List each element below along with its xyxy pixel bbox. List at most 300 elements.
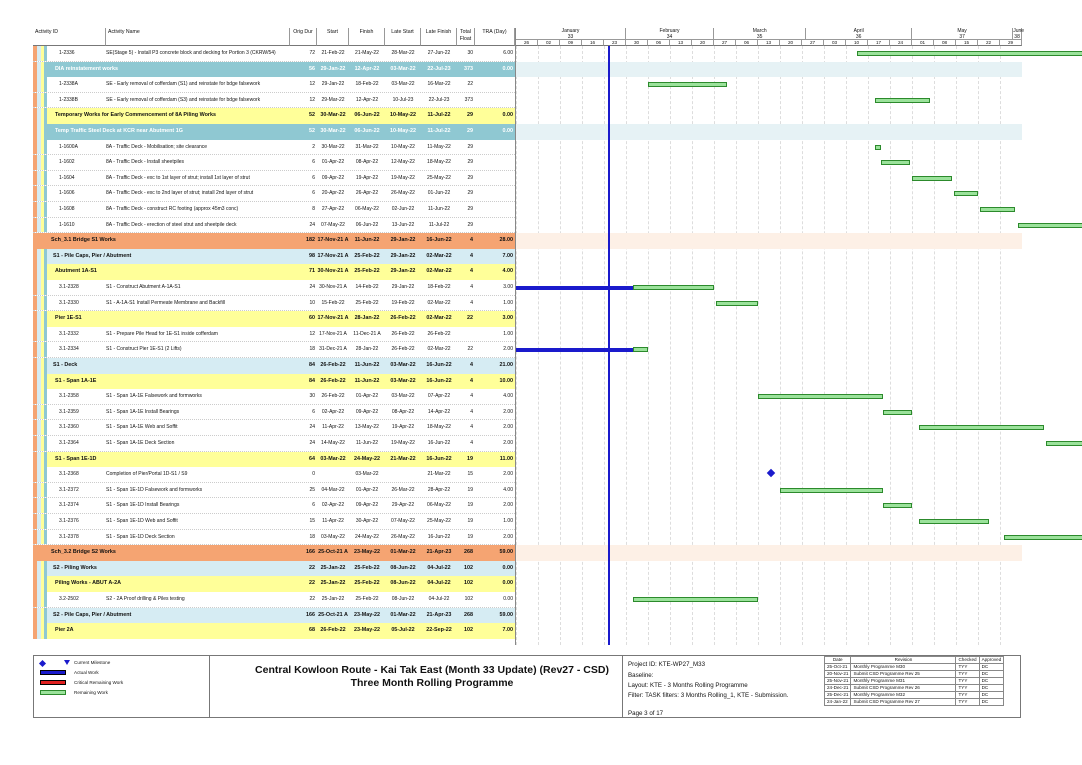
month-label (806, 28, 912, 40)
activity-row[interactable] (33, 467, 515, 483)
cell-late-finish: 16-Jun-22 (426, 455, 452, 462)
revision-cell: 24-Dec-21 (825, 685, 851, 692)
cell-late-start: 08-Jun-22 (391, 596, 415, 602)
cell-total-float: 29 (467, 159, 473, 166)
activity-row[interactable] (33, 140, 515, 156)
cell-late-start: 03-Mar-22 (391, 393, 415, 400)
gantt-group-band (516, 452, 1022, 468)
wbs-indent-band (33, 592, 47, 607)
activity-row[interactable] (33, 218, 515, 234)
cell-start: 03-Mar-22 (320, 455, 346, 462)
remaining-work-bar[interactable] (1046, 441, 1082, 446)
cell-activity-name: S1 - Span 1E-1D Falsework and formworks (106, 486, 203, 493)
cell-total-float: 29 (467, 112, 473, 119)
revision-cell: DC (979, 692, 1004, 699)
cell-tra: 2.00 (503, 346, 513, 353)
gantt-group-band (516, 608, 1022, 624)
wbs-group-row[interactable] (33, 374, 515, 390)
wbs-indent-band (33, 218, 47, 233)
actual-work-bar[interactable] (516, 348, 633, 352)
legend-remaining-label: Remaining Work (74, 690, 108, 695)
cell-late-start: 26-Feb-22 (391, 346, 415, 353)
wbs-indent-band (33, 452, 47, 468)
wbs-group-row[interactable] (33, 545, 515, 561)
wbs-indent-band (33, 264, 47, 280)
wbs-indent-band (33, 389, 47, 404)
cell-activity-name: S1 - A-1A-S1 Install Permeate Membrane and Backfill (106, 299, 225, 306)
gantt-group-band (516, 233, 1022, 249)
col-header-late-start[interactable]: Late Start (385, 28, 421, 46)
cell-tra: 0.00 (502, 128, 513, 134)
cell-late-finish: 16-Jun-22 (427, 533, 451, 540)
cell-start: 01-Apr-22 (321, 159, 345, 166)
cell-total-float: 373 (464, 65, 473, 72)
activity-row[interactable] (33, 186, 515, 202)
revision-cell: TYY (956, 678, 979, 685)
cell-total-float: 4 (470, 362, 473, 368)
cell-late-start: 13-Jun-22 (391, 221, 415, 228)
cell-activity-id: 3.1-2364 (59, 440, 79, 446)
cell-late-start: 03-Mar-22 (390, 65, 416, 72)
activity-row[interactable] (33, 498, 515, 514)
cell-orig-dur: 72 (309, 50, 315, 56)
milestone-marker[interactable] (767, 469, 775, 477)
remaining-work-bar[interactable] (857, 51, 1082, 56)
cell-finish: 06-Jun-22 (354, 112, 380, 119)
wbs-indent-band (33, 140, 47, 155)
cell-orig-dur: 12 (309, 330, 315, 337)
wbs-indent-band (33, 514, 47, 529)
cell-start: 07-May-22 (321, 221, 345, 228)
remaining-work-bar[interactable] (716, 301, 758, 306)
wbs-indent-band (33, 249, 47, 265)
cell-orig-dur: 166 (306, 549, 315, 556)
wbs-group-row[interactable] (33, 358, 515, 374)
activity-row[interactable] (33, 530, 515, 546)
cell-start: 25-Jan-22 (321, 596, 345, 602)
cell-wbs-name: Temporary Works for Early Commencement of 8A Piling Works (55, 112, 216, 119)
cell-activity-name: S1 - Span 1E-1D Web and Soffit (106, 518, 178, 524)
week-label: 06 (648, 40, 670, 46)
cell-start: 11-Apr-22 (322, 518, 344, 524)
activity-row[interactable] (33, 483, 515, 499)
cell-start: 17-Nov-21 A (317, 252, 349, 259)
cell-finish: 25-Feb-22 (355, 596, 379, 602)
cell-finish: 01-Apr-22 (355, 393, 379, 400)
wbs-group-row[interactable] (33, 608, 515, 624)
cell-late-start: 29-Jan-22 (391, 284, 415, 290)
week-label: 30 (626, 40, 648, 46)
wbs-indent-band (33, 171, 47, 186)
wbs-indent-band (33, 124, 47, 140)
activity-row[interactable] (33, 342, 515, 358)
cell-late-start: 28-Mar-22 (391, 50, 415, 56)
cell-total-float: 22 (467, 346, 473, 353)
cell-late-start: 29-Jan-22 (390, 252, 416, 259)
remaining-work-bar[interactable] (875, 145, 882, 150)
month-number: 33 (567, 34, 574, 40)
cell-activity-id: 1-1602 (59, 159, 75, 166)
cell-total-float: 19 (467, 502, 473, 509)
cell-finish: 11-Jun-22 (355, 440, 379, 446)
col-header-tra[interactable]: TRA (Day) (475, 28, 515, 46)
gantt-group-band (516, 108, 1022, 124)
revision-cell: TYY (956, 692, 979, 699)
gantt-group-band (516, 545, 1022, 561)
cell-tra: 2.00 (503, 408, 513, 415)
cell-tra: 4.00 (503, 393, 513, 400)
cell-activity-name: 8A - Traffic Deck - Install sheetpiles (106, 159, 184, 166)
cell-finish: 24-May-22 (355, 533, 379, 540)
revision-cell: Submit CSD Programme Rev 27 (851, 699, 956, 706)
cell-start: 20-Apr-22 (321, 190, 345, 197)
week-label: 29 (1000, 40, 1022, 46)
cell-late-start: 19-May-22 (391, 174, 415, 181)
month-name: March (752, 28, 767, 34)
cell-activity-name: 8A - Traffic Deck - Mobilisation; site clearance (106, 143, 208, 150)
cell-late-start: 08-Jun-22 (390, 580, 416, 587)
wbs-indent-band (33, 374, 47, 390)
revision-cell: DC (979, 699, 1004, 706)
cell-activity-id: 3.1-2374 (59, 502, 79, 509)
remaining-work-bar[interactable] (633, 347, 648, 352)
month-label (714, 28, 806, 40)
wbs-group-row[interactable] (33, 576, 515, 592)
cell-late-start: 19-May-22 (391, 440, 415, 446)
revision-row (825, 699, 1004, 706)
cell-activity-name: S1 - Construct Abutment A-1A-S1 (106, 284, 181, 290)
cell-total-float: 4 (470, 252, 473, 259)
remaining-work-bar[interactable] (648, 82, 727, 87)
cell-late-finish: 04-Jul-22 (428, 596, 450, 602)
cell-finish: 06-May-22 (355, 206, 379, 212)
cell-start: 29-Jan-22 (320, 65, 346, 72)
cell-start (317, 467, 349, 482)
cell-total-float: 19 (467, 533, 473, 540)
week-label: 20 (692, 40, 714, 46)
cell-tra: 2.00 (503, 471, 513, 478)
cell-total-float (457, 327, 475, 342)
wbs-group-row[interactable] (33, 623, 515, 639)
cell-total-float: 268 (464, 611, 473, 618)
month-name: June (1013, 28, 1025, 34)
activity-row[interactable] (33, 389, 515, 405)
month-number: 35 (756, 34, 763, 40)
cell-start: 25-Jan-22 (320, 564, 346, 571)
cell-finish: 23-May-22 (353, 627, 381, 634)
col-header-finish[interactable]: Finish (349, 28, 385, 46)
cell-total-float: 15 (467, 471, 473, 478)
remaining-work-bar[interactable] (919, 519, 989, 524)
cell-activity-name: S1 - Span 1E-1D Deck Section (106, 533, 175, 540)
cell-wbs-name: Pier 1E-S1 (55, 315, 82, 322)
col-header-late-finish[interactable]: Late Finish (421, 28, 457, 46)
revision-header-cell: Date (825, 657, 851, 664)
wbs-indent-band (33, 467, 47, 482)
wbs-indent-band (33, 358, 47, 374)
cell-tra: 4.00 (503, 486, 513, 493)
cell-tra: 0.00 (503, 596, 513, 602)
activity-row[interactable] (33, 93, 515, 109)
wbs-group-row[interactable] (33, 233, 515, 249)
wbs-group-row[interactable] (33, 249, 515, 265)
remaining-work-bar[interactable] (1018, 223, 1082, 228)
remaining-work-bar[interactable] (780, 488, 883, 493)
cell-late-finish: 18-May-22 (427, 424, 451, 431)
cell-orig-dur: 24 (309, 284, 315, 290)
cell-finish: 24-May-22 (353, 455, 381, 462)
month-name: May (957, 28, 967, 34)
cell-late-finish: 11-Jul-22 (428, 221, 450, 228)
activity-row[interactable] (33, 592, 515, 608)
activity-row[interactable] (33, 46, 515, 62)
wbs-group-row[interactable] (33, 264, 515, 280)
cell-total-float: 4 (470, 284, 473, 290)
revision-cell: 24-Jan-22 (825, 699, 851, 706)
wbs-group-row[interactable] (33, 62, 515, 78)
activity-row[interactable] (33, 405, 515, 421)
cell-activity-id: 3.1-2376 (59, 518, 79, 524)
wbs-group-row[interactable] (33, 124, 515, 140)
wbs-indent-band (33, 498, 47, 513)
wbs-indent-band (33, 576, 47, 592)
remaining-work-bar[interactable] (875, 98, 930, 103)
report-title (212, 664, 652, 690)
cell-start: 17-Nov-21 A (317, 237, 349, 244)
wbs-group-row[interactable] (33, 108, 515, 124)
cell-activity-name: S1 - Span 1A-1E Falsework and formworks (106, 393, 202, 400)
remaining-work-bar[interactable] (883, 503, 912, 508)
cell-wbs-name: Pier 2A (55, 627, 74, 634)
cell-total-float: 4 (470, 393, 473, 400)
remaining-work-bar[interactable] (919, 425, 1044, 430)
remaining-work-bar[interactable] (1004, 535, 1082, 540)
cell-finish: 31-Mar-22 (355, 143, 379, 150)
wbs-indent-band (33, 155, 47, 170)
cell-wbs-name: Piling Works - ABUT A-2A (55, 580, 121, 587)
cell-start: 30-Mar-22 (320, 112, 346, 119)
cell-activity-id: 3.1-2378 (59, 533, 79, 540)
activity-row[interactable] (33, 155, 515, 171)
cell-orig-dur: 166 (306, 611, 315, 618)
cell-activity-name: S1 - Construct Pier 1E-S1 (2 Lifts) (106, 346, 182, 353)
wbs-indent-band (33, 327, 47, 342)
cell-start: 29-Jan-22 (321, 81, 345, 88)
revision-cell: 20-Nov-21 (825, 671, 851, 678)
activity-row[interactable] (33, 436, 515, 452)
week-label: 02 (538, 40, 560, 46)
wbs-indent-band (33, 62, 47, 78)
cell-orig-dur: 30 (309, 393, 315, 400)
remaining-work-bar[interactable] (954, 191, 978, 196)
milestone-legend-icon (39, 660, 46, 667)
cell-tra (475, 218, 515, 233)
month-name: February (659, 28, 680, 34)
cell-late-finish: 22-Jul-23 (428, 96, 450, 103)
cell-activity-name: SE - Early removal of cofferdam (S3) and reinstate for bdge falsework (106, 96, 261, 103)
cell-total-float: 22 (467, 81, 473, 88)
cell-orig-dur: 182 (306, 237, 315, 244)
cell-start: 02-Apr-22 (321, 502, 345, 509)
cell-orig-dur: 24 (309, 221, 315, 228)
remaining-work-bar[interactable] (980, 207, 1015, 212)
month-number: 38 (1014, 34, 1020, 40)
week-label: 03 (824, 40, 846, 46)
cell-finish: 11-Dec-21 A (353, 330, 381, 337)
cell-late-start (385, 467, 421, 482)
activity-row[interactable] (33, 296, 515, 312)
cell-orig-dur: 6 (312, 159, 315, 166)
wbs-indent-band (33, 420, 47, 435)
revision-cell: DC (979, 671, 1004, 678)
cell-total-float: 4 (470, 377, 473, 384)
cell-finish: 28-Jan-22 (354, 315, 380, 322)
col-header-activity-name[interactable]: Activity Name (106, 28, 290, 46)
cell-finish: 11-Jun-22 (354, 362, 380, 368)
revision-cell: TYY (956, 664, 979, 671)
revision-cell: TYY (956, 685, 979, 692)
cell-finish: 13-May-22 (355, 424, 379, 431)
cell-orig-dur: 71 (309, 268, 315, 275)
cell-orig-dur: 6 (312, 408, 315, 415)
cell-start: 30-Mar-22 (321, 143, 345, 150)
cell-late-finish: 11-Jul-22 (427, 128, 451, 134)
revision-cell: Monthly Programme M31 (851, 678, 956, 685)
revision-cell: DC (979, 685, 1004, 692)
activity-row[interactable] (33, 514, 515, 530)
cell-total-float: 30 (467, 50, 473, 56)
cell-finish: 21-May-22 (355, 50, 379, 56)
wbs-indent-band (33, 186, 47, 201)
cell-late-finish: 07-Apr-22 (427, 393, 451, 400)
cell-start: 30-Nov-21 A (319, 284, 347, 290)
revision-row (825, 692, 1004, 699)
wbs-indent-band (33, 108, 47, 124)
legend-actual-label: Actual Work (74, 670, 99, 675)
cell-late-start: 03-Mar-22 (390, 362, 416, 368)
cell-orig-dur: 10 (309, 299, 315, 306)
cell-orig-dur: 18 (309, 533, 315, 540)
cell-total-float: 4 (470, 268, 473, 275)
gantt-group-band (516, 249, 1022, 265)
cell-total-float: 102 (464, 627, 473, 634)
cell-activity-id: 3.1-2358 (59, 393, 79, 400)
activity-row[interactable] (33, 327, 515, 343)
cell-wbs-name: DIA reinstatement works (55, 65, 119, 72)
cell-late-finish: 01-Jun-22 (427, 190, 451, 197)
wbs-group-row[interactable] (33, 561, 515, 577)
cell-late-start: 03-Mar-22 (390, 377, 416, 384)
activity-row[interactable] (33, 171, 515, 187)
cell-orig-dur: 6 (312, 190, 315, 197)
remaining-work-bar[interactable] (912, 176, 952, 181)
cell-tra: 59.00 (499, 549, 513, 556)
activity-row[interactable] (33, 280, 515, 296)
month-number: 34 (666, 34, 673, 40)
cell-total-float: 4 (470, 299, 473, 306)
col-header-activity-id[interactable]: Activity ID (33, 28, 106, 46)
cell-orig-dur: 22 (309, 580, 315, 587)
cell-activity-id: 3.1-2332 (59, 330, 79, 337)
cell-late-finish: 18-May-22 (427, 159, 451, 166)
col-header-orig-dur[interactable]: Orig Dur (290, 28, 317, 46)
cell-orig-dur: 18 (309, 346, 315, 353)
cell-tra: 2.00 (503, 424, 513, 431)
remaining-work-bar[interactable] (633, 285, 714, 290)
cell-orig-dur: 6 (312, 502, 315, 509)
cell-total-float: 102 (464, 564, 473, 571)
activity-row[interactable] (33, 77, 515, 93)
remaining-work-bar[interactable] (883, 410, 912, 415)
cell-wbs-name: Sch_3.2 Bridge S2 Works (51, 549, 116, 556)
cell-orig-dur: 24 (309, 440, 315, 446)
cell-finish: 23-May-22 (353, 549, 381, 556)
remaining-work-bar[interactable] (881, 160, 910, 165)
gantt-group-band (516, 374, 1022, 390)
week-label: 10 (846, 40, 868, 46)
cell-tra: 2.00 (503, 440, 513, 446)
month-number: 36 (855, 34, 862, 40)
week-label: 27 (714, 40, 736, 46)
cell-late-finish: 04-Jul-22 (427, 580, 451, 587)
col-header-start[interactable]: Start (317, 28, 349, 46)
activity-row[interactable] (33, 420, 515, 436)
activity-row[interactable] (33, 202, 515, 218)
cell-late-finish: 06-May-22 (427, 502, 451, 509)
cell-wbs-name: Sch_3.1 Bridge S1 Works (51, 237, 116, 244)
cell-finish: 25-Feb-22 (354, 268, 380, 275)
week-label: 16 (582, 40, 604, 46)
cell-total-float: 19 (467, 518, 473, 524)
cell-orig-dur: 68 (309, 627, 315, 634)
month-number: 37 (959, 34, 965, 40)
cell-start: 25-Oct-21 A (318, 549, 348, 556)
remaining-work-bar[interactable] (633, 597, 758, 602)
cell-late-finish: 18-Feb-22 (427, 284, 451, 290)
wbs-group-row[interactable] (33, 311, 515, 327)
cell-activity-name: S1 - Span 1A-1E Deck Section (106, 440, 175, 446)
cell-orig-dur: 60 (309, 315, 315, 322)
cell-late-start: 10-May-22 (389, 112, 417, 119)
cell-orig-dur: 56 (309, 65, 315, 72)
actual-work-bar[interactable] (516, 286, 633, 290)
revision-cell: 25-Oct-21 (825, 664, 851, 671)
cell-finish: 06-Jun-22 (354, 128, 380, 134)
cell-orig-dur: 6 (312, 174, 315, 181)
revision-cell: TYY (956, 671, 979, 678)
cell-late-start: 01-Mar-22 (390, 549, 416, 556)
cell-late-start: 29-Apr-22 (391, 502, 415, 509)
cell-total-float: 29 (467, 128, 473, 134)
remaining-work-bar[interactable] (758, 394, 883, 399)
legend (34, 656, 210, 717)
cell-late-finish: 27-Jun-22 (427, 50, 451, 56)
cell-late-start: 10-Jul-23 (392, 96, 414, 103)
cell-wbs-name: Temp Traffic Steel Deck at KCR near Abutment 1G (55, 128, 183, 134)
cell-late-finish: 16-Jun-22 (427, 440, 451, 446)
report-title-line2: Three Month Rolling Programme (350, 677, 514, 689)
cell-late-finish: 25-May-22 (427, 174, 451, 181)
cell-late-start: 01-Mar-22 (390, 611, 416, 618)
revision-header-cell: Checked (956, 657, 979, 664)
col-header-total-float[interactable]: Total Float (457, 28, 475, 46)
cell-total-float: 29 (467, 143, 473, 150)
cell-activity-name: SE(Stage 5) - Install P3 concrete block and decking for Portion 3 (CKRW/54) (106, 50, 276, 56)
cell-activity-name: SE - Early removal of cofferdam (S1) and reinstate for bdge falsework (106, 81, 261, 88)
cell-late-finish: 14-Apr-22 (427, 408, 451, 415)
wbs-group-row[interactable] (33, 452, 515, 468)
cell-activity-id: 3.1-2328 (59, 284, 79, 290)
